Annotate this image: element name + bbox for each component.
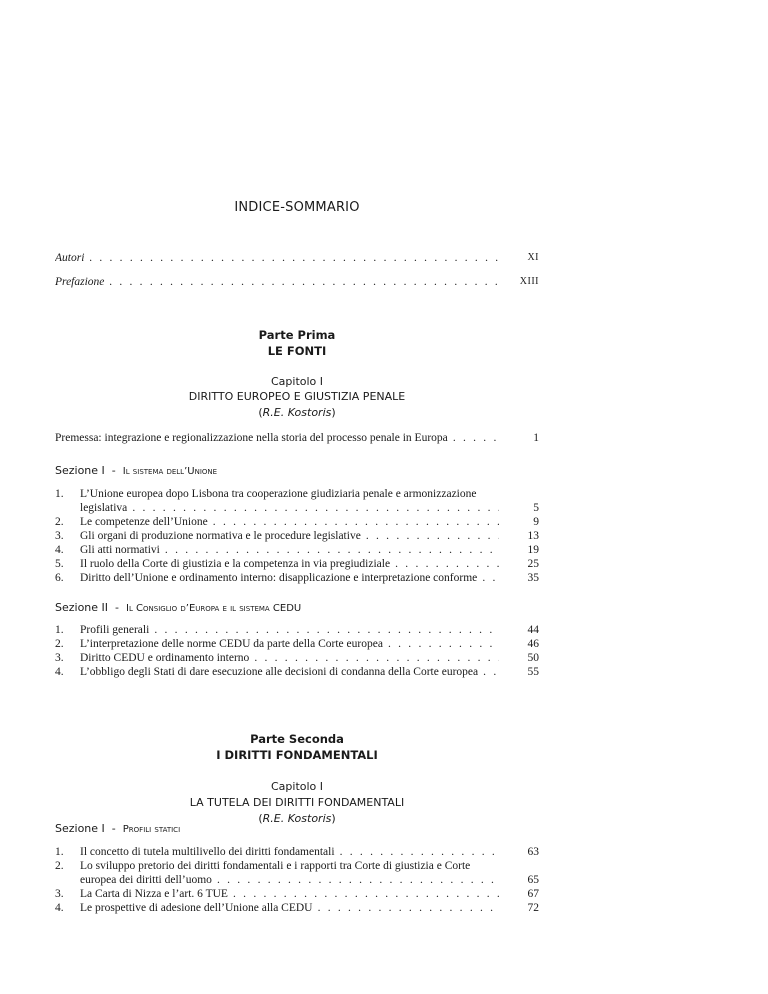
entry-number: 2. — [55, 638, 64, 650]
entry-label: Il ruolo della Corte di giustizia e la competenza in via pregiudiziale . . . — [80, 557, 499, 571]
toc-entry[interactable] — [55, 901, 539, 915]
entry-number: 2. — [55, 516, 64, 528]
chapter-title: DIRITTO EUROPEO E GIUSTIZIA PENALE — [188, 390, 406, 403]
entry-page: 67 — [527, 888, 539, 900]
toc-entry[interactable] — [55, 487, 539, 501]
entry-number: 3. — [55, 652, 64, 664]
author-name: R.E. Kostoris — [262, 812, 332, 825]
entry-label: Diritto dell’Unione e ordinamento interno: disapplicazione e interpretazione conforme . . . — [80, 571, 499, 585]
entry-page: 19 — [527, 544, 539, 556]
entry-page: 1 — [533, 432, 539, 444]
entry-page: 63 — [527, 846, 539, 858]
chapter-author: (R.E. Kostoris) — [258, 812, 336, 825]
chapter-heading: Capitolo I — [270, 375, 324, 388]
entry-label: Il concetto di tutela multilivello dei diritti fondamentali . . . — [80, 845, 499, 859]
toc-entry-premessa[interactable] — [55, 431, 539, 445]
entry-page: XI — [527, 252, 539, 263]
entry-label: Gli atti normativi . . . — [80, 543, 499, 557]
section-label: Sezione I — [55, 464, 105, 477]
entry-page: 72 — [527, 902, 539, 914]
entry-label: Le competenze dell’Unione . . . — [80, 515, 499, 529]
section-heading — [55, 464, 217, 477]
part-subheading: LE FONTI — [267, 344, 327, 358]
toc-entry[interactable] — [55, 845, 539, 859]
entry-page: 13 — [527, 530, 539, 542]
entry-number: 5. — [55, 558, 64, 570]
entry-number: 1. — [55, 488, 64, 500]
entry-label: La Carta di Nizza e l’art. 6 TUE . . . — [80, 887, 499, 901]
section-label: Sezione I — [55, 822, 105, 835]
entry-number: 1. — [55, 846, 64, 858]
entry-label: Prefazione . . . — [55, 275, 499, 289]
section-title: Profili statici — [122, 824, 181, 835]
toc-entry[interactable] — [55, 651, 539, 665]
toc-entry[interactable] — [55, 515, 539, 529]
entry-page: 25 — [527, 558, 539, 570]
toc-entry[interactable] — [55, 859, 539, 873]
toc-entry-preface[interactable] — [55, 275, 539, 289]
entry-page: 55 — [527, 666, 539, 678]
section-label: Sezione II — [55, 601, 109, 614]
chapter-author: (R.E. Kostoris) — [258, 406, 336, 419]
entry-number: 6. — [55, 572, 64, 584]
entry-label: L’obbligo degli Stati di dare esecuzione alle decisioni di condanna della Corte europea . . . — [80, 665, 499, 679]
entry-label-line2: legislativa . . . — [80, 501, 499, 515]
section-title: Il sistema dell’Unione — [122, 466, 218, 477]
entry-label: Autori . . . — [55, 251, 499, 265]
entry-label: Le prospettive di adesione dell’Unione alla CEDU . . . — [80, 901, 499, 915]
toc-entry[interactable] — [55, 571, 539, 585]
toc-entry[interactable] — [55, 529, 539, 543]
toc-entry[interactable] — [55, 887, 539, 901]
entry-page: 65 — [527, 874, 539, 886]
section-dash: - — [115, 601, 120, 614]
toc-entry-continuation[interactable] — [55, 873, 539, 887]
section-heading — [55, 601, 301, 614]
entry-number: 3. — [55, 530, 64, 542]
toc-entry[interactable] — [55, 557, 539, 571]
toc-entry[interactable] — [55, 637, 539, 651]
toc-entry-authors[interactable] — [55, 251, 539, 265]
entry-page: 46 — [527, 638, 539, 650]
entry-label-line1: Lo sviluppo pretorio dei diritti fondamentali e i rapporti tra Corte di giustizia e Corte — [80, 860, 471, 872]
entry-number: 2. — [55, 860, 64, 872]
entry-label: Profili generali . . . — [80, 623, 499, 637]
entry-page: 44 — [527, 624, 539, 636]
entry-page: XIII — [519, 276, 539, 287]
entry-page: 35 — [527, 572, 539, 584]
part-heading: Parte Prima — [258, 328, 336, 342]
part-subheading: I DIRITTI FONDAMENTALI — [216, 748, 378, 762]
entry-number: 4. — [55, 544, 64, 556]
part-heading: Parte Seconda — [250, 732, 344, 746]
entry-number: 3. — [55, 888, 64, 900]
toc-entry[interactable] — [55, 665, 539, 679]
entry-number: 4. — [55, 902, 64, 914]
entry-label: Diritto CEDU e ordinamento interno . . . — [80, 651, 499, 665]
entry-page: 50 — [527, 652, 539, 664]
entry-label: Gli organi di produzione normativa e le procedure legislative . . . — [80, 529, 499, 543]
entry-number: 4. — [55, 666, 64, 678]
entry-label-line1: L’Unione europea dopo Lisbona tra cooperazione giudiziaria penale e armonizzazione — [80, 488, 477, 500]
entry-page: 5 — [533, 502, 539, 514]
entry-label: L’interpretazione delle norme CEDU da parte della Corte europea . . . — [80, 637, 499, 651]
entry-number: 1. — [55, 624, 64, 636]
chapter-title: LA TUTELA DEI DIRITTI FONDAMENTALI — [189, 796, 405, 809]
toc-entry[interactable] — [55, 543, 539, 557]
section-heading-p2 — [55, 822, 180, 835]
chapter-heading: Capitolo I — [270, 780, 324, 793]
entry-label-line2: europea dei diritti dell’uomo . . . — [80, 873, 499, 887]
toc-entry-continuation[interactable] — [55, 501, 539, 515]
section-dash: - — [111, 822, 116, 835]
toc-entry[interactable] — [55, 623, 539, 637]
author-name: R.E. Kostoris — [262, 406, 332, 419]
section-title: Il Consiglio d’Europa e il sistema CEDU — [126, 603, 302, 614]
page-title: INDICE-SOMMARIO — [234, 200, 360, 215]
section-dash: - — [111, 464, 116, 477]
entry-label: Premessa: integrazione e regionalizzazione nella storia del processo penale in Europa . . . — [55, 431, 499, 445]
entry-page: 9 — [533, 516, 539, 528]
